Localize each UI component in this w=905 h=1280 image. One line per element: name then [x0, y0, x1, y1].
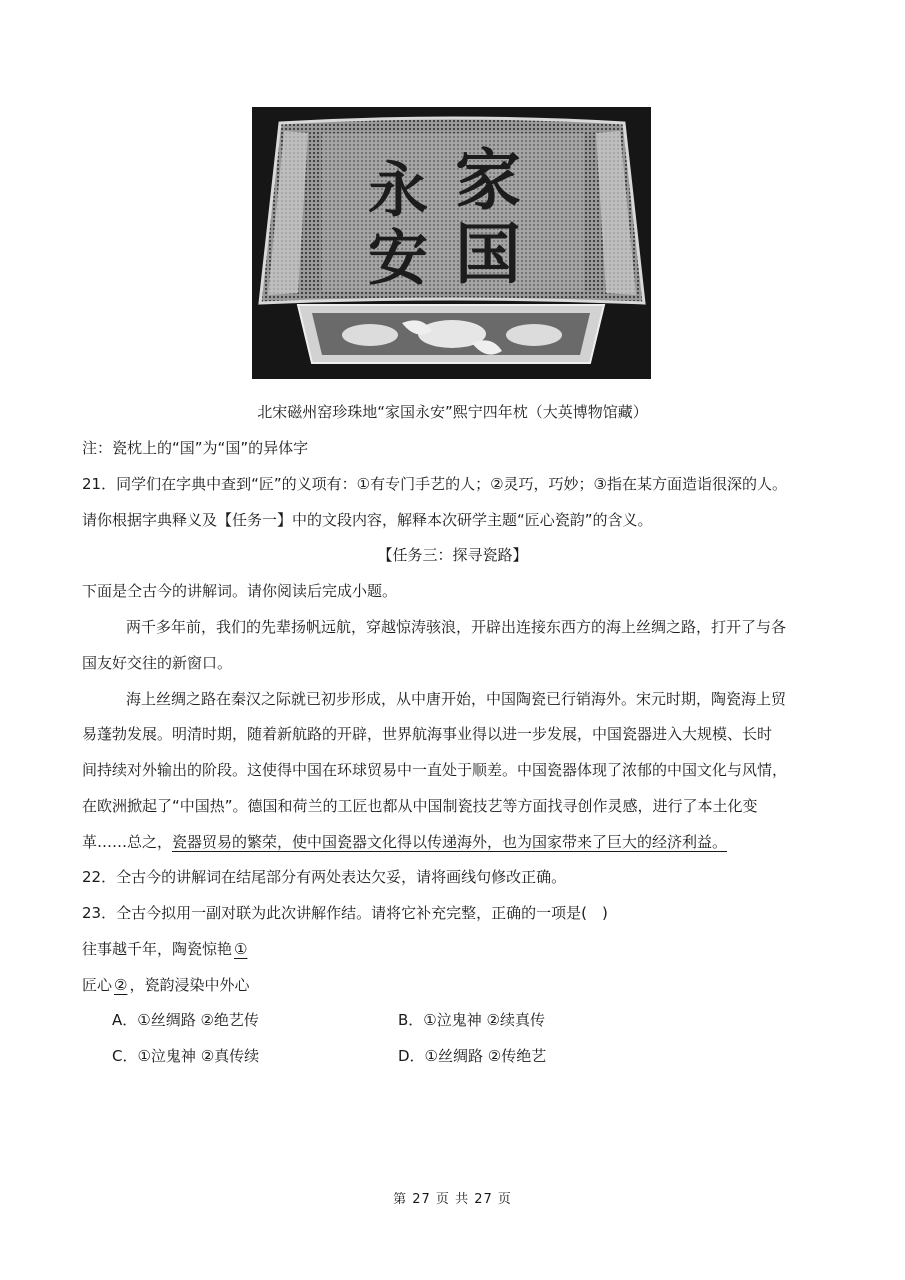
question-21-line-1: 21．同学们在字典中查到“匠”的义项有：①有专门手艺的人；②灵巧，巧妙；③指在某方面造诣很深的人。 — [82, 475, 787, 493]
task-3-title: 【任务三：探寻瓷路】 — [377, 546, 528, 564]
paragraph-2-line-5 — [82, 831, 727, 853]
image-char-guo: 国 — [455, 215, 521, 293]
option-d[interactable]: D．①丝绸路 ②传绝艺 — [398, 1047, 547, 1065]
option-a[interactable]: A．①丝绸路 ②绝艺传 — [112, 1011, 259, 1029]
underlined-sentence: 瓷器贸易的繁荣，使中国瓷器文化得以传递海外，也为国家带来了巨大的经济利益。 — [172, 833, 728, 851]
image-char-an: 安 — [368, 224, 428, 294]
paragraph-1-line-2: 国友好交往的新窗口。 — [82, 654, 233, 672]
note-text: 注：瓷枕上的“国”为“国”的异体字 — [82, 439, 309, 457]
paragraph-1-line-1: 两千多年前，我们的先辈扬帆远航，穿越惊涛骇浪，开辟出连接东西方的海上丝绸之路，打开了与各 — [126, 618, 787, 636]
paragraph-2-line-2: 易蓬勃发展。明清时期，随着新航路的开辟，世界航海事业得以进一步发展，中国瓷器进入大规模、长时 — [82, 725, 773, 743]
couplet-first-text: 往事越千年，陶瓷惊艳 — [82, 940, 233, 958]
couplet-blank-1: ① — [234, 940, 248, 958]
option-c[interactable]: C．①泣鬼神 ②真传续 — [112, 1047, 260, 1065]
porcelain-pillow-image — [252, 107, 651, 379]
paragraph-2-line-3: 间持续对外输出的阶段。这使得中国在环球贸易中一直处于顺差。中国瓷器体现了浓郁的中国文化与风情， — [82, 761, 788, 779]
couplet-blank-2: ② — [114, 976, 128, 994]
page-footer: 第 27 页 共 27 页 — [393, 1192, 512, 1207]
option-b[interactable]: B．①泣鬼神 ②续真传 — [398, 1011, 545, 1029]
figure-caption: 北宋磁州窑珍珠地“家国永安”熙宁四年枕（大英博物馆藏） — [257, 403, 648, 421]
image-char-yong: 永 — [368, 156, 428, 226]
paragraph-2-line-1: 海上丝绸之路在秦汉之际就已初步形成，从中唐开始，中国陶瓷已行销海外。宋元时期，陶瓷海上贸 — [126, 690, 787, 708]
question-23: 23．仝古今拟用一副对联为此次讲解作结。请将它补充完整，正确的一项是( ) — [82, 904, 608, 922]
paragraph-2-plain: 革……总之， — [82, 833, 173, 851]
question-21-line-2: 请你根据字典释义及【任务一】中的文段内容，解释本次研学主题“匠心瓷韵”的含义。 — [82, 511, 653, 529]
porcelain-pillow-photo — [252, 107, 651, 379]
paragraph-2-line-4: 在欧洲掀起了“中国热”。德国和荷兰的工匠也都从中国制瓷技艺等方面找寻创作灵感，进行了本土化变 — [82, 797, 758, 815]
image-char-jia: 家 — [455, 141, 521, 219]
couplet-second-post: ，瓷韵浸染中外心 — [129, 976, 250, 994]
question-22: 22．仝古今的讲解词在结尾部分有两处表达欠妥，请将画线句修改正确。 — [82, 868, 567, 886]
couplet-second-pre: 匠心 — [82, 976, 113, 994]
couplet-second-line — [82, 974, 249, 996]
couplet-first-line — [82, 938, 249, 960]
intro-text: 下面是仝古今的讲解词。请你阅读后完成小题。 — [82, 582, 398, 600]
